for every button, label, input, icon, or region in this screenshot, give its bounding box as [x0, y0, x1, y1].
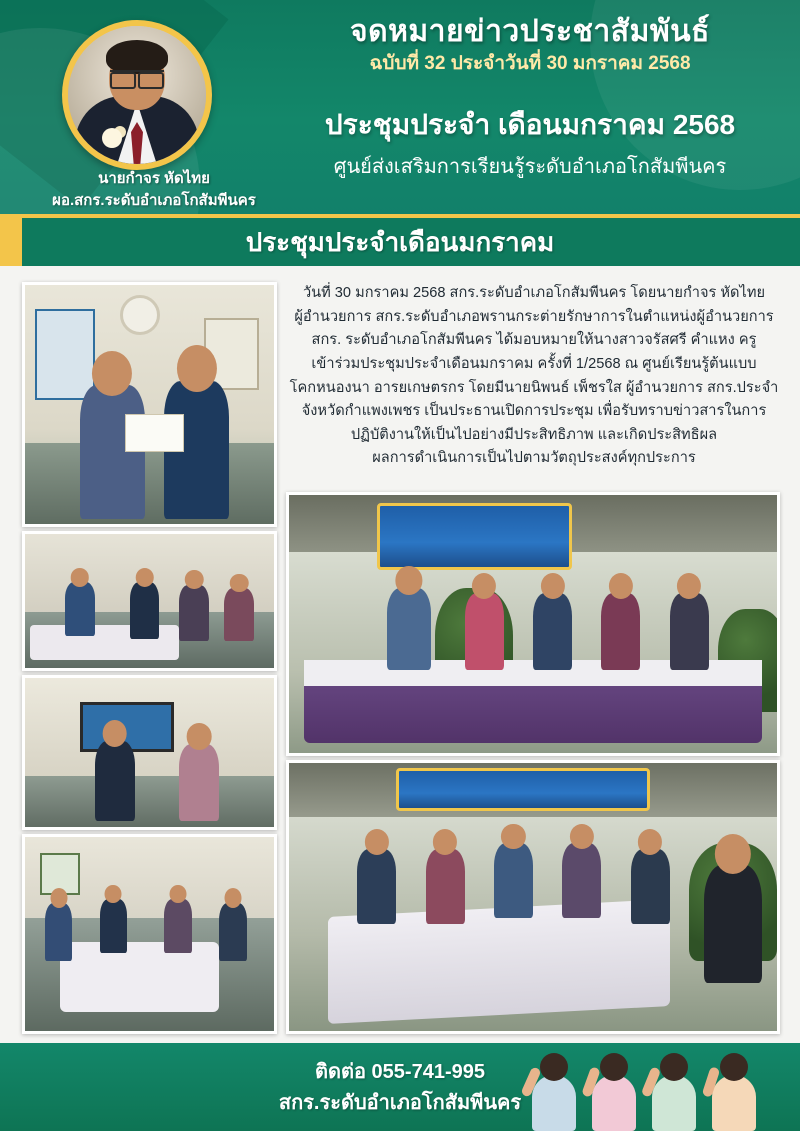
- photo-conference-table: [22, 834, 277, 1034]
- photo-meeting-room-overview: [22, 531, 277, 671]
- article-body: [288, 282, 780, 471]
- newsletter-title: จดหมายข่าวประชาสัมพันธ์: [350, 15, 710, 48]
- article-line: ผลการดำเนินการเป็นไปตามวัตถุประสงค์ทุกประการ: [372, 450, 696, 467]
- photo-group-seated-outdoor: [286, 492, 780, 756]
- article-line: ปฏิบัติงานให้เป็นไปอย่างมีประสิทธิภาพ และเกิดประสิทธิผล: [350, 426, 718, 443]
- article-line: ผู้อำนวยการ สกร.ระดับอำเภอพรานกระต่ายรักษาการในตำแหน่งผู้อำนวยการ: [294, 308, 774, 325]
- director-portrait-frame: [62, 20, 212, 170]
- header-main-title: ประชุมประจำ เดือนมกราคม 2568: [324, 109, 736, 140]
- director-portrait-photo: [68, 26, 206, 164]
- footer-org-name: สกร.ระดับอำเภอโกสัมพีนคร: [278, 1092, 522, 1114]
- newsletter-issue: ฉบับที่ 32 ประจำวันที่ 30 มกราคม 2568: [369, 53, 691, 74]
- article-line: เข้าร่วมประชุมประจำเดือนมกราคม ครั้งที่ 1/2568 ณ ศูนย์เรียนรู้ต้นแบบ: [311, 355, 757, 372]
- photo-long-table-participants: [286, 760, 780, 1034]
- director-nameplate: [34, 168, 274, 212]
- footer-contact-block: [0, 1057, 800, 1119]
- article-line: โคกหนองนา อารยเกษตรกร โดยมีนายนิพนธ์ เพ็ชรใส ผู้อำนวยการ สกร.ประจำ: [289, 379, 779, 396]
- director-position: ผอ.สกร.ระดับอำเภอโกสัมพีนคร: [52, 191, 256, 209]
- photo-presentation-screen: [22, 675, 277, 830]
- header-main-subtitle: ศูนย์ส่งเสริมการเรียนรู้ระดับอำเภอโกสัมพีนคร: [333, 156, 727, 178]
- director-name: นายกำจร หัดไทย: [98, 170, 210, 187]
- footer-bar: [0, 1043, 800, 1131]
- article-line: วันที่ 30 มกราคม 2568 สกร.ระดับอำเภอโกสัมพีนคร โดยนายกำจร หัดไทย: [302, 285, 766, 301]
- article-line: จังหวัดกำแพงเพชร เป็นประธานเปิดการประชุม เพื่อรับทราบข่าวสารในการ: [301, 403, 767, 420]
- footer-contact-phone: ติดต่อ 055-741-995: [315, 1061, 485, 1083]
- photo-certificate-handover: [22, 282, 277, 527]
- article-line: สกร. ระดับอำเภอโกสัมพีนคร ได้มอบหมายให้นางสาวจรัสศรี คำแหง ครู: [311, 332, 757, 349]
- section-title-text: ประชุมประจำเดือนมกราคม: [245, 227, 555, 257]
